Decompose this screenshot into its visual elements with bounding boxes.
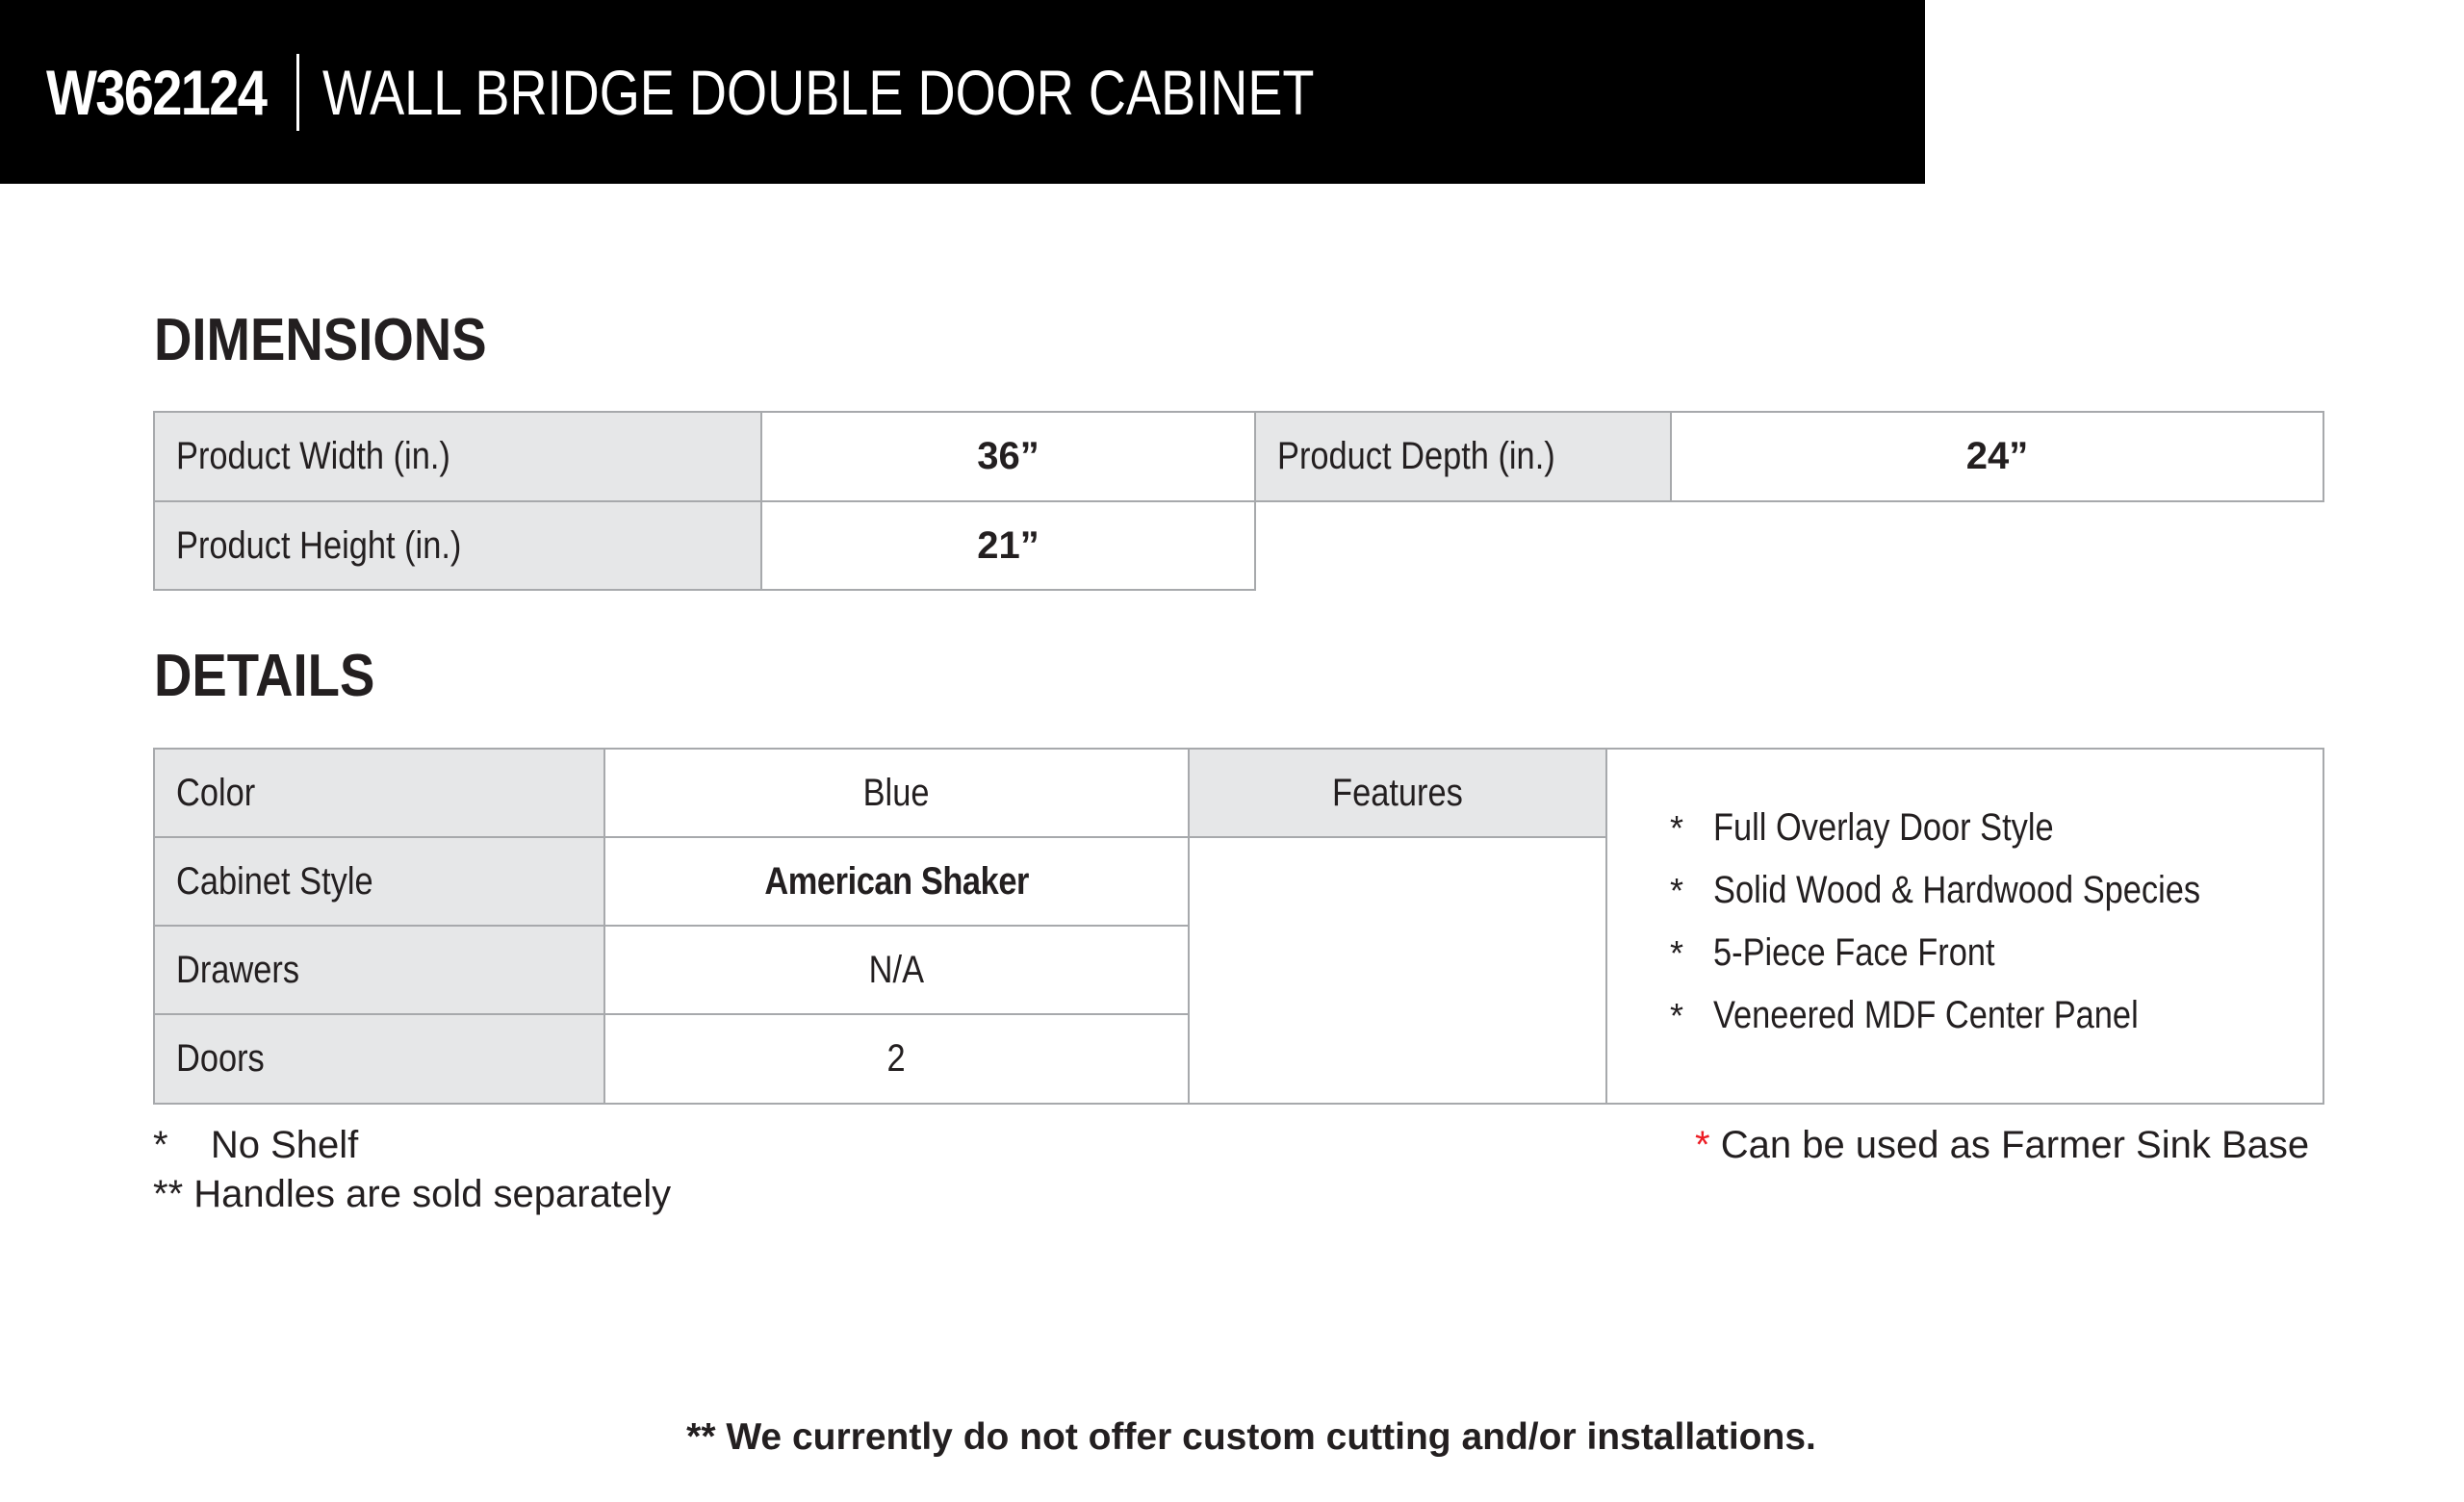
height-value: 21” [977, 523, 1040, 567]
drawers-value: N/A [868, 948, 925, 991]
feature-text: 5-Piece Face Front [1713, 931, 1995, 974]
width-value-cell [760, 411, 1256, 502]
color-value: Blue [863, 771, 930, 814]
no-shelf-note [153, 1124, 358, 1167]
feature-text: Solid Wood & Hardwood Species [1713, 869, 2201, 911]
cabinet-style-label: Cabinet Style [176, 859, 373, 903]
drawers-label: Drawers [176, 948, 300, 991]
color-label-cell [153, 748, 605, 838]
no-shelf-text: No Shelf [210, 1124, 359, 1166]
depth-value: 24” [1965, 435, 2029, 477]
details-heading: DETAILS [154, 643, 375, 709]
no-shelf-marker: * [153, 1124, 168, 1166]
height-label-cell [153, 500, 762, 591]
feature-bullet: * [1670, 870, 1684, 910]
handles-marker: ** [153, 1173, 184, 1215]
header-bar [0, 0, 1925, 184]
farmer-sink-marker: * [1695, 1124, 1710, 1166]
doors-label-cell [153, 1013, 605, 1105]
features-label: Features [1332, 771, 1463, 814]
depth-label-cell [1254, 411, 1672, 502]
feature-text: Full Overlay Door Style [1713, 806, 2054, 849]
height-label: Product Height (in.) [176, 523, 462, 567]
feature-text: Veneered MDF Center Panel [1713, 994, 2139, 1036]
cabinet-style-label-cell [153, 836, 605, 927]
feature-bullet: * [1670, 995, 1684, 1035]
farmer-sink-text: Can be used as Farmer Sink Base [1720, 1124, 2310, 1166]
installation-disclaimer: ** We currently do not offer custom cutting and/or installations. [686, 1416, 1816, 1458]
features-blank-cell [1188, 836, 1607, 1105]
handles-text: Handles are sold separately [193, 1173, 672, 1215]
drawers-label-cell [153, 925, 605, 1015]
farmer-sink-note [1695, 1124, 2309, 1167]
width-label: Product Width (in.) [176, 435, 450, 477]
feature-bullet: * [1670, 807, 1684, 848]
feature-item [1670, 797, 2279, 859]
handles-note [153, 1173, 671, 1216]
cabinet-style-value-cell [603, 836, 1190, 927]
width-label-cell [153, 411, 762, 502]
feature-bullet: * [1670, 932, 1684, 973]
depth-value-cell [1670, 411, 2324, 502]
product-title: WALL BRIDGE DOUBLE DOOR CABINET [322, 56, 1315, 128]
color-label: Color [176, 771, 256, 814]
feature-item [1670, 922, 2279, 984]
doors-label: Doors [176, 1037, 265, 1080]
width-value: 36” [977, 435, 1040, 477]
cabinet-style-value: American Shaker [764, 859, 1029, 903]
feature-item [1670, 859, 2279, 922]
features-list [1670, 797, 2279, 1047]
features-header-cell [1188, 748, 1607, 838]
feature-item [1670, 984, 2279, 1047]
product-sku: W362124 [46, 56, 267, 128]
dimensions-heading: DIMENSIONS [154, 307, 487, 373]
color-value-cell [603, 748, 1190, 838]
doors-value: 2 [886, 1037, 907, 1080]
height-value-cell [760, 500, 1256, 591]
header-divider [296, 54, 299, 131]
depth-label: Product Depth (in.) [1277, 435, 1555, 477]
doors-value-cell [603, 1013, 1190, 1105]
drawers-value-cell [603, 925, 1190, 1015]
